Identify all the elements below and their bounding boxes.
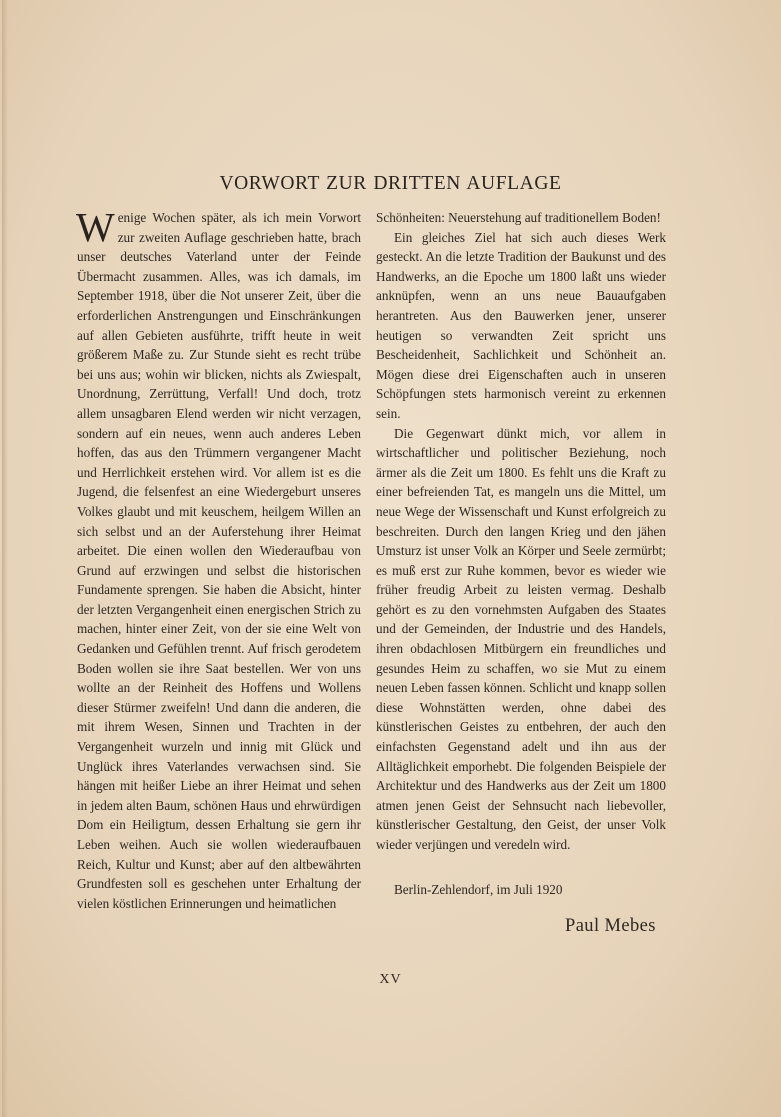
page-title: VORWORT ZUR DRITTEN AUFLAGE bbox=[219, 173, 562, 194]
right-paragraph-2: Ein gleiches Ziel hat sich auch dieses Werk gesteckt. An die letzte Tradition der Baukunst und des Handwerks, an die Epoche um 1800 laßt uns wieder anknüpfen, wenn an uns neue Bauaufgaben herantreten. Aus den Bauwerken jener, unserer heutigen so verwandten Zeit spricht uns Bescheidenheit, Sachlichkeit und Schönheit an. Mögen diese drei Eigenschaften auch in unseren Schöpfungen stets harmonisch vereint zu erkennen sein. bbox=[376, 229, 666, 421]
page-edge-shadow bbox=[2, 0, 8, 1117]
right-paragraph-1: Schönheiten: Neuerstehung auf traditionellem Boden! bbox=[376, 210, 661, 225]
page-number: XV bbox=[379, 972, 402, 987]
left-column bbox=[76, 204, 361, 913]
left-column-text: enige Wochen später, als ich mein Vorwort zur zweiten Auflage geschrieben hatte, brach unser deutsches Vaterland unter der Feinde Übermacht zusammen. Alles, was ich damals, im September 1918, über die Not unserer Zeit, über die erforderlichen Anstrengungen und Einschränkungen auf allen Gebieten ausführte, trifft heute in weit größerem Maße zu. Zur Stunde sieht es recht trübe bei uns aus; wohin wir blicken, nichts als Zwiespalt, Unordnung, Zerrüttung, Verfall! Und doch, trotz allem unsagbaren Elend werden wir nicht verzagen, sondern auf ein neues, wenn auch anderes Leben hoffen, das aus den Trümmern vergangener Macht und Herrlichkeit erstehen wird. Vor allem ist es die Jugend, die felsenfest an eine Wiedergeburt unseres Volkes glaubt und mit keuschem, heilgem Willen an sich selbst und an der Auferstehung ihrer Heimat arbeitet. Die einen wollen den Wiederaufbau von Grund auf erzwingen und selbst die historischen Fundamente sprengen. Sie haben die Absicht, hinter der letzten Vergangenheit einen energischen Strich zu machen, hinter einer Zeit, von der sie eine Welt von Gedanken und Gefühlen trennt. Auf frisch gerodetem Boden wollen sie ihre Saat bestellen. Wer von uns wollte an der Reinheit des Hoffens und Wollens dieser Stürmer zweifeln! Und dann die anderen, die mit ihrem Wesen, Sinnen und Trachten in der Vergangenheit wurzeln und innig mit Glück und Unglück ihres Vaterlandes verwachsen sind. Sie hängen mit heißer Liebe an ihrer Heimat und sehen in jedem alten Baum, schönen Haus und ehrwürdigen Dom ein Heiligtum, dessen Erhaltung sie gern ihr Leben weihen. Auch sie wollen wiederaufbauen Reich, Kultur und Kunst; aber auf den altbewährten Grundfesten soll es geschehen unter Erhaltung der vielen köstlichen Erinnerungen und heimatlichen bbox=[77, 210, 361, 911]
drop-cap: W bbox=[76, 204, 115, 250]
right-column bbox=[376, 208, 666, 855]
author-signature: Paul Mebes bbox=[565, 916, 656, 936]
place-date: Berlin-Zehlendorf, im Juli 1920 bbox=[394, 882, 563, 897]
right-paragraph-3: Die Gegenwart dünkt mich, vor allem in wirtschaftlicher und politischer Beziehung, noch ärmer als die Zeit um 1800. Es fehlt uns die Kraft zu einer befreienden Tat, es mangeln uns die Mittel, um neue Wege der Wissenschaft und Kunst erfolgreich zu beschreiten. Durch den langen Krieg und den jähen Umsturz ist unser Volk an Körper und Seele zermürbt; es muß erst zur Ruhe kommen, bevor es wieder wie früher freudig Arbeit zu leisten vermag. Deshalb gehört es zu den vornehmsten Aufgaben des Staates und der Gemeinden, der Industrie und des Handels, ihren obdachlosen Mitbürgern ein freundliches und gesundes Heim zu schaffen, wo sie Mut zu einem neuen Leben fassen können. Schlicht und knapp sollen diese Wohnstätten werden, ohne dabei des künstlerischen Geistes zu entbehren, der auch den einfachsten Gegenstand adelt und ihn aus der Alltäglichkeit emporhebt. Die folgenden Beispiele der Architektur und des Handwerks aus der Zeit um 1800 atmen jenen Geist der Sehnsucht nach liebevoller, künstlerischer Gestaltung, den Geist, der unser Volk wieder verjüngen und veredeln wird. bbox=[376, 425, 666, 852]
left-column-paragraph bbox=[76, 204, 361, 913]
